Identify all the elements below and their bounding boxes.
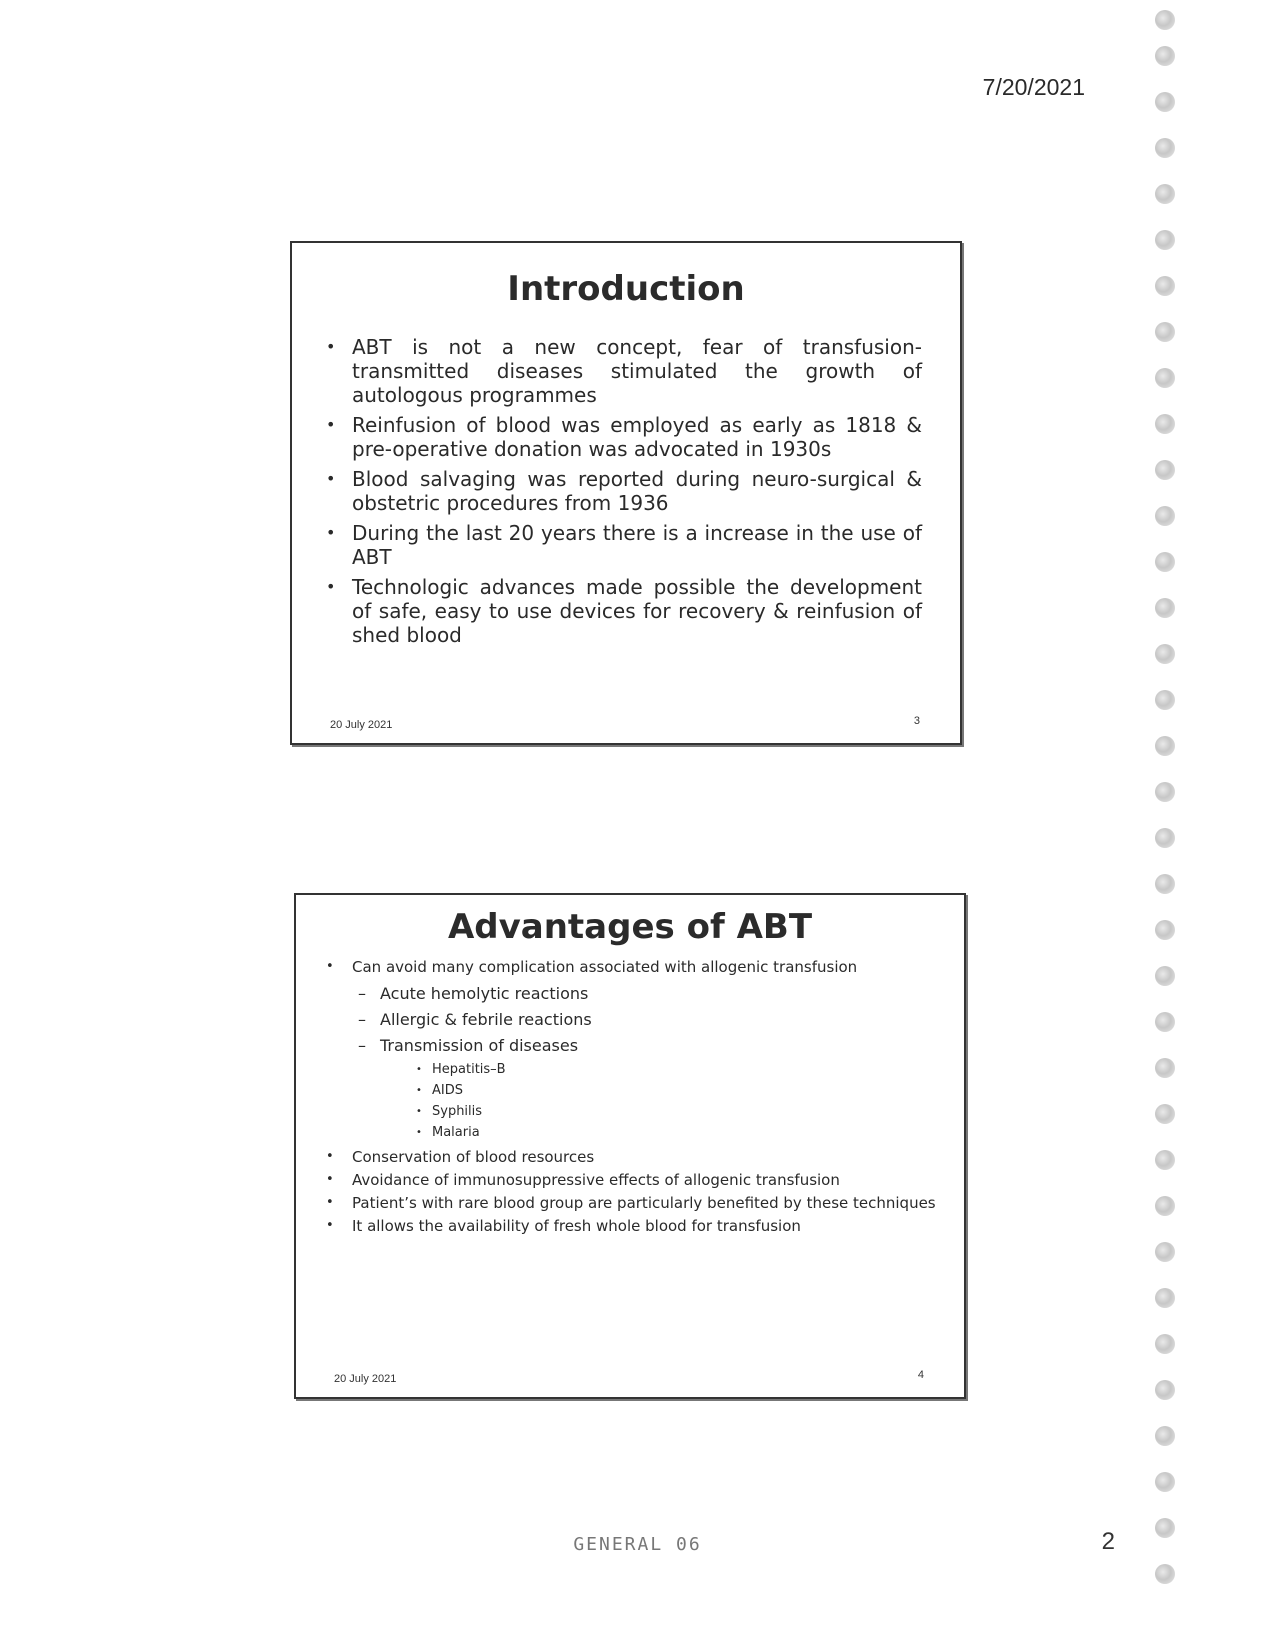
binder-hole-icon	[1155, 92, 1175, 112]
list-item: • Reinfusion of blood was employed as early as 1818 & pre-operative donation was advocated in 1930s	[326, 413, 922, 461]
binder-hole-icon	[1155, 1196, 1175, 1216]
binder-hole-icon	[1155, 1242, 1175, 1262]
slide-title: Introduction	[507, 269, 745, 309]
slide-footer-date: 20 July 2021	[334, 1373, 397, 1385]
binder-hole-icon	[1155, 1104, 1175, 1124]
binder-hole-icon	[1155, 1472, 1175, 1492]
binder-hole-icon	[1155, 414, 1175, 434]
disease-list	[380, 1059, 960, 1143]
slide-footer	[334, 1369, 924, 1385]
slide-number: 3	[913, 715, 920, 727]
binder-hole-icon	[1155, 460, 1175, 480]
binder-hole-icon	[1155, 1150, 1175, 1170]
sub-list-item-text: Transmission of diseases	[380, 1036, 579, 1055]
binder-hole-icon	[1155, 506, 1175, 526]
binder-hole-icon	[1155, 690, 1175, 710]
slide-advantages	[294, 893, 966, 1399]
binder-hole-icon	[1155, 138, 1175, 158]
sub-list-item: – Allergic & febrile reactions	[356, 1009, 960, 1031]
binder-hole-icon	[1155, 1288, 1175, 1308]
slide-title: Advantages of ABT	[447, 907, 813, 947]
disease-item: • Syphilis	[414, 1101, 960, 1122]
binder-hole-icon	[1155, 276, 1175, 296]
binder-hole-icon	[1155, 920, 1175, 940]
footer-code: GENERAL 06	[573, 1534, 702, 1555]
list-item: • Avoidance of immunosuppressive effects of allogenic transfusion	[326, 1170, 960, 1190]
slide-footer-date: 20 July 2021	[330, 719, 393, 731]
binder-hole-icon	[1155, 1426, 1175, 1446]
binder-hole-icon	[1155, 736, 1175, 756]
binder-hole-icon	[1155, 1380, 1175, 1400]
list-item: • Blood salvaging was reported during neuro-surgical & obstetric procedures from 1936	[326, 467, 922, 515]
binder-hole-icon	[1155, 368, 1175, 388]
list-item: • Patient’s with rare blood group are particularly benefited by these techniques	[326, 1193, 960, 1213]
binder-hole-icon	[1155, 874, 1175, 894]
binder-hole-icon	[1155, 322, 1175, 342]
binder-hole-icon	[1155, 230, 1175, 250]
page-number: 2	[1101, 1528, 1115, 1555]
slide-introduction	[290, 241, 962, 745]
binder-hole-icon	[1155, 966, 1175, 986]
binder-hole-icon	[1155, 828, 1175, 848]
binder-hole-icon	[1155, 10, 1175, 30]
list-item: • During the last 20 years there is a increase in the use of ABT	[326, 521, 922, 569]
list-item-text: Can avoid many complication associated with allogenic transfusion	[352, 958, 858, 976]
list-item	[326, 957, 960, 1143]
binder-hole-icon	[1155, 1564, 1175, 1584]
slide-footer	[330, 715, 920, 731]
bullet-list	[326, 335, 922, 653]
list-item: • ABT is not a new concept, fear of transfusion-transmitted diseases stimulated the growth of autologous programmes	[326, 335, 922, 407]
disease-item: • Hepatitis–B	[414, 1059, 960, 1080]
binder-hole-icon	[1155, 782, 1175, 802]
sub-list	[352, 983, 960, 1143]
binder-hole-icon	[1155, 644, 1175, 664]
page-date: 7/20/2021	[982, 74, 1085, 100]
binder-hole-icon	[1155, 598, 1175, 618]
binder-hole-icon	[1155, 1058, 1175, 1078]
list-item: • It allows the availability of fresh whole blood for transfusion	[326, 1216, 960, 1236]
bullet-list	[326, 957, 960, 1239]
disease-item: • Malaria	[414, 1122, 960, 1143]
list-item: • Conservation of blood resources	[326, 1147, 960, 1167]
binder-holes	[1155, 10, 1179, 1640]
sub-list-item	[356, 1035, 960, 1143]
list-item: • Technologic advances made possible the development of safe, easy to use devices for recovery & reinfusion of shed blood	[326, 575, 922, 647]
binder-hole-icon	[1155, 1012, 1175, 1032]
binder-hole-icon	[1155, 184, 1175, 204]
slide-number: 4	[917, 1369, 924, 1381]
sub-list-item: – Acute hemolytic reactions	[356, 983, 960, 1005]
binder-hole-icon	[1155, 1334, 1175, 1354]
binder-hole-icon	[1155, 552, 1175, 572]
binder-hole-icon	[1155, 46, 1175, 66]
disease-item: • AIDS	[414, 1080, 960, 1101]
